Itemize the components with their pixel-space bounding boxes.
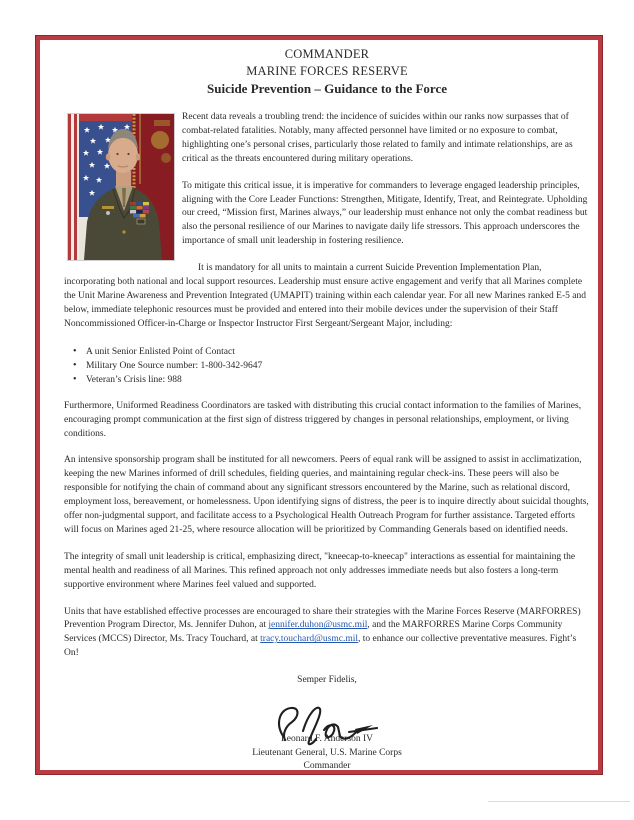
red-border-frame <box>36 36 602 774</box>
paragraph-readiness-coordinators: Furthermore, Uniformed Readiness Coordinators are tasked with distributing this crucial contact information to the families of Marines, encouraging prompt communication at the first sign of distress triggered by changes in personal relationships, employment, or living conditions. <box>64 400 582 439</box>
signature-block <box>64 701 590 774</box>
email-link-tracy-touchard[interactable]: tracy.touchard@usmc.mil <box>260 634 358 645</box>
paragraph-mitigate: To mitigate this critical issue, it is imperative for commanders to leverage engaged leadership principles, aligning with the Core Leader Functions: Strengthen, Mitigate, Identify, Treat, and Reintegrate. Upholding our creed, “Mission first, Marines always,” our leadership must enhance not only the combat readiness but also the personal resilience of our Marines to navigate daily life stressors. This approach underscores the importance of small unit leadership in fostering resilience. <box>182 180 588 247</box>
email-link-jennifer-duhon[interactable]: jennifer.duhon@usmc.mil <box>268 620 368 631</box>
letter-body <box>64 111 590 774</box>
contact-resource-list <box>64 345 590 387</box>
paragraph-sponsorship-program: An intensive sponsorship program shall be instituted for all newcomers. Peers of equal rank will be assigned to assist in acclimatization, keeping the new Marines informed of drill schedules, fielding queries, and maintaining regular check-ins. These peers will also be responsible for notifying the chain of command about any significant stressors encountered by the Marine, such as relational discord, employment loss, bereavement, or homelessness. Upon identifying signs of distress, the peer is to inquire directly about suicidal thoughts, offer non-judgmental support, and facilitate access to a Psychological Health Outreach Program for further assistance. Targeted efforts will focus on Marines aged 21-25, where resource allocation will be prioritized by Commanding Generals based on identified needs. <box>64 455 589 535</box>
signer-title: Lieutenant General, U.S. Marine Corps <box>252 747 402 758</box>
paragraph-small-unit-leadership: The integrity of small unit leadership is critical, emphasizing direct, "kneecap-to-kneecap" interactions as essential for maintaining the mental health and readiness of all Marines. This refined approach not only addresses immediate needs but also fosters a long-term supportive environment where Marines feel valued and supported. <box>64 551 576 590</box>
signer-name: Leonard F. Anderson IV <box>280 734 374 745</box>
units-text-3: , to enhance our collective preventative measures. Fight’s On! <box>64 634 577 659</box>
letter-content <box>40 40 598 774</box>
signer-role: Commander <box>303 761 351 772</box>
portrait-illustration <box>68 114 174 260</box>
letterhead-org: MARINE FORCES RESERVE <box>246 64 408 78</box>
list-item-veterans-crisis-line: • Veteran’s Crisis line: 988 <box>86 373 590 387</box>
list-item-senior-enlisted-poc: • A unit Senior Enlisted Point of Contact <box>86 345 590 359</box>
letterhead <box>64 46 590 98</box>
paragraph-recent-data: Recent data reveals a troubling trend: the incidence of suicides within our ranks now surpasses that of combat-related fatalities. Notably, many affected personnel have limited or no exposure to combat, highlighting one’s personal crises, particularly those related to family and intimate relationships, are as critical as the threats encountered during military operations. <box>182 112 573 164</box>
units-text-2: , and the MARFORRES Marine Corps Community Services (MCCS) Director, Ms. Tracy Touchard, at <box>64 620 563 645</box>
list-item-military-one-source: • Military One Source number: 1-800-342-9647 <box>86 359 590 373</box>
portrait-photo <box>68 114 174 260</box>
letterhead-commander: COMMANDER <box>284 47 370 61</box>
scan-artifact-line <box>488 801 630 802</box>
closing-salutation: Semper Fidelis, <box>297 675 357 686</box>
paragraph-mandatory-plan: It is mandatory for all units to maintain a current Suicide Prevention Implementation Plan, incorporating both national and local support resources. Leadership must ensure active engagement and verify that all Marines complete the Unit Marine Awareness and Prevention Integrated (UMAPIT) training within each calendar year. For all new Marines ranked E-5 and below, immediate telephonic resources must be provided and entered into their mobile devices under the supervision of their Staff Noncommissioned Officer-in-Charge or Inspector Instructor First Sergeant/Sergeant Major, including: <box>64 263 586 329</box>
paragraph-units-share <box>64 606 590 662</box>
letter-title: Suicide Prevention – Guidance to the Force <box>207 81 447 96</box>
units-text-1: Units that have established effective processes are encouraged to share their strategies with the Marine Forces Reserve (MARFORRES) Prevention Program Director, Ms. Jennifer Duhon, at <box>64 606 581 631</box>
